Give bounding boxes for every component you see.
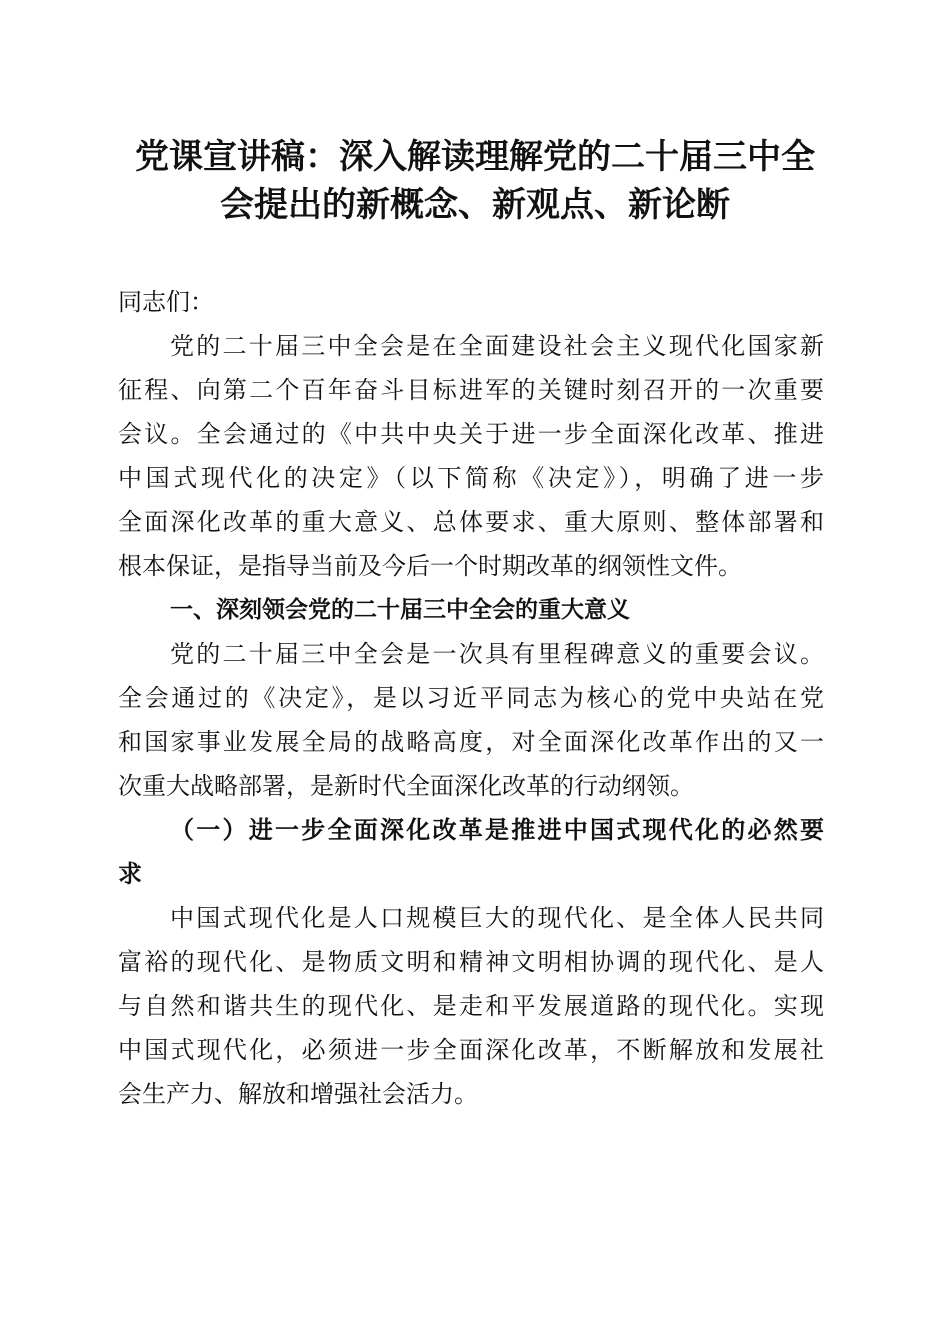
document-title <box>100 133 850 229</box>
paragraph-3 <box>118 896 824 1116</box>
paragraph-line: 中国式现代化是人口规模巨大的现代化、是全体人民共同 <box>170 904 824 932</box>
paragraph-line: 党的二十届三中全会是在全面建设社会主义现代化国家新 <box>170 332 824 360</box>
paragraph-1 <box>118 324 824 588</box>
paragraph-line: 会生产力、解放和增强社会活力。 <box>118 1080 478 1108</box>
paragraph-line: 富裕的现代化、是物质文明和精神文明相协调的现代化、是人 <box>118 948 824 976</box>
subheading-line: （一）进一步全面深化改革是推进中国式现代化的必然要 <box>170 815 824 844</box>
subsection-heading-1 <box>118 808 824 896</box>
section-heading-1: 一、深刻领会党的二十届三中全会的重大意义 <box>170 597 630 623</box>
paragraph-line: 中国式现代化的决定》（以下简称《决定》），明确了进一步 <box>118 464 824 492</box>
paragraph-line: 全面深化改革的重大意义、总体要求、重大原则、整体部署和 <box>118 508 824 536</box>
paragraph-line: 征程、向第二个百年奋斗目标进军的关键时刻召开的一次重要 <box>118 376 824 404</box>
paragraph-line: 与自然和谐共生的现代化、是走和平发展道路的现代化。实现 <box>118 992 824 1020</box>
paragraph-line: 次重大战略部署，是新时代全面深化改革的行动纲领。 <box>118 772 694 800</box>
subheading-line: 求 <box>118 859 142 888</box>
salutation: 同志们： <box>118 288 214 316</box>
paragraph-2 <box>118 632 824 808</box>
paragraph-line: 全会通过的《决定》，是以习近平同志为核心的党中央站在党 <box>118 684 824 712</box>
document-body <box>118 280 824 1116</box>
paragraph-line: 中国式现代化，必须进一步全面深化改革，不断解放和发展社 <box>118 1036 824 1064</box>
paragraph-line: 根本保证，是指导当前及今后一个时期改革的纲领性文件。 <box>118 552 742 580</box>
title-line-1: 党课宣讲稿：深入解读理解党的二十届三中全 <box>135 137 815 177</box>
title-line-2: 会提出的新概念、新观点、新论断 <box>220 185 730 225</box>
paragraph-line: 党的二十届三中全会是一次具有里程碑意义的重要会议。 <box>170 640 824 668</box>
paragraph-line: 和国家事业发展全局的战略高度，对全面深化改革作出的又一 <box>118 728 824 756</box>
paragraph-line: 会议。全会通过的《中共中央关于进一步全面深化改革、推进 <box>118 420 824 448</box>
